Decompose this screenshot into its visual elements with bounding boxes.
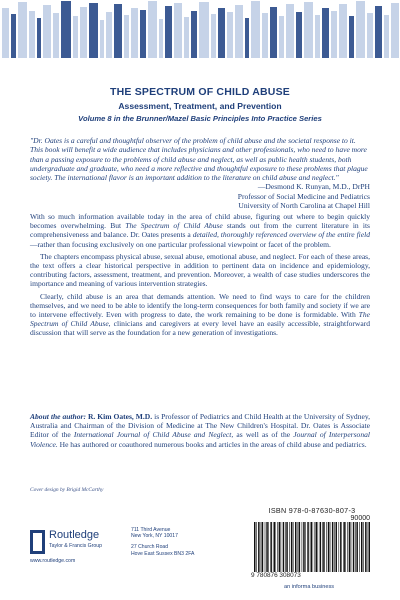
publisher-name: Routledge [49,529,100,541]
book-description [30,212,370,341]
barcode-bar [314,522,315,572]
p1-book-title: The Spectrum of Child Abuse [125,221,223,231]
book-spine [89,3,98,58]
book-spine [106,12,112,58]
barcode-bar [266,522,268,572]
book-spine [124,15,129,58]
barcode-bar [307,522,309,572]
book-spine [245,18,249,58]
barcode-bar [353,522,355,572]
book-spine [339,4,347,58]
book-spine [191,11,197,58]
barcode-bar [339,522,340,572]
barcode-bar [363,522,364,572]
book-spine [148,1,157,58]
book-spine [61,1,71,58]
book-spine [235,5,243,58]
uk-address-line-1: 27 Church Road [131,544,169,551]
barcode-bar [289,522,290,572]
book-spine [184,17,189,58]
barcode-bar [361,522,363,572]
p3-text-a: Clearly, child abuse is an area that demands attention. We need to find ways to care for the children themselves, and we need to be able to identify the long-term consequences for both family and society if we are to intervene effectively. Even with progress to date, the work remaining to be done is formidable. With [30,291,370,320]
about-text-b: as well as of the [233,430,294,440]
barcode-bar [336,522,338,572]
barcode-bar [305,522,306,572]
barcode-bar [303,522,305,572]
barcode-bar [265,522,266,572]
barcode-bar [274,522,276,572]
informa-tagline: an informa business [284,584,335,590]
quote-author: —Desmond K. Runyan, M.D., DrPH [257,182,370,192]
book-spine [211,14,216,58]
book-spine [304,2,313,58]
book-spine [159,19,163,58]
barcode-bar [298,522,299,572]
barcode-bar [368,522,369,572]
author-name: R. Kim Oates, M.D. [87,412,153,421]
book-spine [356,1,365,58]
book-spine [315,15,320,58]
description-paragraph-3 [30,292,370,338]
barcode-bar [330,522,331,572]
book-spine [140,10,146,58]
book-spine [37,18,41,58]
endorsement-quote [30,136,370,210]
title-block [0,86,400,123]
book-spine [100,20,104,58]
book-spine [331,11,337,58]
journal-1: International Journal of Child Abuse and Neglect, [73,430,234,440]
publisher-addresses [131,527,221,557]
barcode-bar [369,522,370,572]
p1-text-c: —rather than focusing exclusively on one particular professional viewpoint or facet of the problem. [30,239,331,249]
barcode-bar [328,522,330,572]
barcode-bar [258,522,260,572]
book-spine [199,2,209,58]
p3-text-b: clinicians and caregivers at every level have an easily accessible, straightforward discussion that will serve as the foundation for a new generation of investigations. [30,319,370,338]
barcode-bar [279,522,281,572]
barcode-bar [334,522,335,572]
barcode-bar [320,522,322,572]
barcode-bar [256,522,257,572]
barcode-bar [254,522,256,572]
description-paragraph-2: The chapters encompass physical abuse, sexual abuse, emotional abuse, and neglect. For each of these areas, the text offers a clear historical perspective in addition to pertinent data on incidence and epidemiology, contributing factors, assessment, treatment, and prevention. Moreover, a wealth of case studies underscores the importance and meaning of various intervention strategies. [30,251,370,289]
barcode-bar [285,522,286,572]
book-spine [29,11,35,58]
barcode-bar [281,522,282,572]
bookshelf-illustration [0,0,400,58]
p3-book-title: The Spectrum of Child Abuse, [30,310,370,329]
barcode-bar [340,522,342,572]
ean-barcode [254,522,342,572]
us-address-line-1: 711 Third Avenue [131,527,171,533]
book-spine [11,14,16,58]
book-spine [114,4,122,58]
barcode-bar [332,522,334,572]
barcode-bar [355,522,356,572]
about-the-author: About the author: R. Kim Oates, M.D. is Professor of Pediatrics and Child Health at the University of Sydney, Australia and Chairman of the Division of Medicine at The New Children's Hospital. Dr. Oates is Associate Editor of the International Journal of Child Abuse and Neglect, as well as of the Journal of Interpersonal Violence. He has authored or coauthored numerous books and articles in the areas of child abuse and pediatrics. [30,412,370,449]
publisher-logo [30,527,126,565]
book-spine [270,7,277,58]
book-spine [227,12,233,58]
series-note: Volume 8 in the Brunner/Mazel Basic Principles Into Practice Series [78,114,322,123]
p1-text-b: stands out from the current literature in its comprehensiveness and balance. Dr. Oates presents a [30,221,370,240]
uk-address-line-2: Hove East Sussex BN3 2FA [131,550,195,557]
barcode-bar [347,522,348,572]
isbn-barcode-block [250,506,374,588]
price-barcode [343,522,370,572]
barcode-bar [302,522,303,572]
quote-author-institution: University of North Carolina at Chapel Hill [238,201,370,211]
barcode-bar [310,522,311,572]
publisher-group: Taylor & Francis Group [49,543,103,549]
barcode-bar [349,522,351,572]
book-spine [73,16,78,58]
book-spine [165,6,172,58]
barcode-bar [359,522,360,572]
barcode-bar [311,522,313,572]
routledge-logo-icon [30,530,45,554]
book-spine [174,3,182,58]
price-code: 90000 [350,515,370,522]
journal-2: Journal of Interpersonal Violence. [30,430,370,449]
book-spine [391,3,399,58]
barcode-bar [299,522,301,572]
book-spine [53,13,59,58]
quote-text: "Dr. Oates is a careful and thoughtful observer of the problem of child abuse and the societal response to it. This book will benefit a wide audience that includes physicians and other professionals, who need to have more than a passing exposure to the problems of child abuse and neglect, as well as public health students, both undergraduate and graduate, who need a more reflective and thoughtful exposure to these problems that plague society. The international flavor is an important addition to the literature on child abuse and neglect." [30,136,368,183]
barcode-bar [270,522,272,572]
barcode-bar [261,522,262,572]
p1-emphasis: detailed, thoroughly referenced overview of the entire field [192,230,370,240]
barcode-bar [268,522,269,572]
barcode-bar [286,522,288,572]
book-spine [218,8,225,58]
quote-author-position: Professor of Social Medicine and Pediatrics [237,191,370,201]
book-spine [131,8,138,58]
ean-digits: 9 780876 308073 [251,572,301,579]
barcode-bar [318,522,319,572]
book-spine [2,8,9,58]
book-spine [322,8,329,58]
book-spine [80,7,87,58]
barcode-bar [323,522,325,572]
us-address-line-2: New York, NY 10017 [131,533,178,540]
book-spine [286,4,294,58]
book-subtitle: Assessment, Treatment, and Prevention [118,101,282,111]
p1-text-a: With so much information available today in the area of child abuse, figuring out where to begin quickly becomes overwhelming. But [30,212,370,231]
barcode-bar [356,522,358,572]
barcode-bar [351,522,352,572]
about-lead: About the author [30,412,84,421]
publisher-url: www.routledge.com [30,558,76,564]
about-text-a: is Professor of Pediatrics and Child Health at the University of Sydney, Australia and Chairman of the Division of Medicine at The New Children's Hospital. Dr. Oates is Associate Editor of the [30,412,370,440]
book-spine [262,13,268,58]
book-spine [251,1,260,58]
barcode-bar [295,522,297,572]
barcode-bar [326,522,327,572]
barcode-bar [365,522,367,572]
book-spine [18,2,27,58]
barcode-bar [291,522,293,572]
description-paragraph-1 [30,212,370,249]
book-spine [367,13,373,58]
about-text-c: He has authored or coauthored numerous books and articles in the areas of child abuse and pediatrics. [57,439,367,449]
book-spine [384,15,389,58]
cover-design-credit: Cover design by Brigid McCarthy [30,487,104,493]
book-spine [296,12,302,58]
book-title: THE SPECTRUM OF CHILD ABUSE [109,86,290,98]
barcode-bar [283,522,285,572]
book-spine [279,16,284,58]
barcode-bar [273,522,274,572]
barcode-bar [322,522,323,572]
isbn-number: ISBN 978-0-87630-807-3 [268,506,356,515]
barcode-bar [344,522,346,572]
barcode-bar [262,522,264,572]
barcode-bar [316,522,318,572]
barcode-bar [343,522,344,572]
book-spine [349,16,354,58]
book-spine [375,6,382,58]
book-spine [43,5,51,58]
barcode-bar [277,522,278,572]
barcode-bar [293,522,294,572]
